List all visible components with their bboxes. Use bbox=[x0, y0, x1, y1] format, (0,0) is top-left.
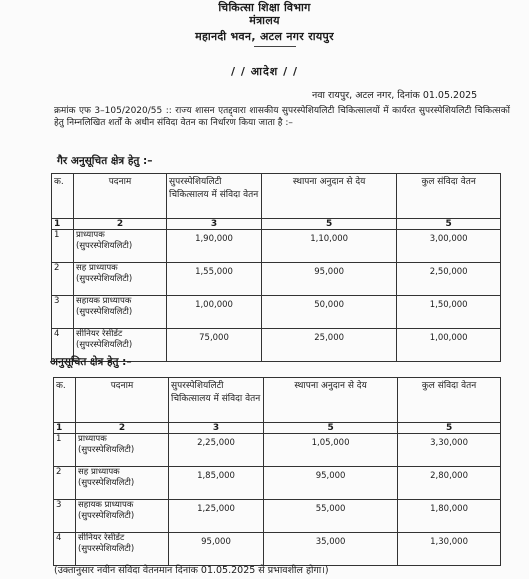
grant-value: 55,000 bbox=[264, 500, 398, 533]
col-header-salary: सुपरस्पेशियलिटी चिकित्सालय में संविदा वेतन bbox=[169, 378, 264, 423]
post-subtitle: (सुपरस्पेशियलिटी) bbox=[76, 274, 133, 284]
salary-value: 1,85,000 bbox=[169, 467, 264, 500]
index-cell: 2 bbox=[76, 423, 169, 434]
table-row bbox=[54, 533, 501, 566]
total-value: 2,50,000 bbox=[397, 263, 501, 296]
salary-table-non-scheduled bbox=[51, 173, 501, 362]
table-header-row bbox=[52, 174, 501, 219]
post-name bbox=[74, 263, 167, 296]
grant-value: 95,000 bbox=[262, 263, 397, 296]
post-name bbox=[76, 500, 169, 533]
row-number: 2 bbox=[54, 467, 76, 500]
post-title: प्राध्यापक bbox=[78, 434, 107, 444]
post-title: सीनियर रेसीडेंट bbox=[78, 533, 125, 543]
ministry-heading: मंत्रालय bbox=[249, 14, 280, 27]
post-name bbox=[76, 467, 169, 500]
post-title: सह प्राध्यापक bbox=[76, 263, 118, 273]
table-header-row bbox=[54, 378, 501, 423]
table-row bbox=[54, 500, 501, 533]
row-number: 4 bbox=[54, 533, 76, 566]
total-value: 1,30,000 bbox=[398, 533, 501, 566]
total-value: 1,00,000 bbox=[397, 329, 501, 362]
section-non-scheduled-title: गैर अनुसूचित क्षेत्र हेतु :– bbox=[57, 155, 153, 167]
salary-value: 2,25,000 bbox=[169, 434, 264, 467]
total-value: 1,50,000 bbox=[397, 296, 501, 329]
salary-value: 95,000 bbox=[169, 533, 264, 566]
order-title: / / आदेश / / bbox=[231, 65, 298, 78]
section-scheduled-title: अनुसूचित क्षेत्र हेतु :– bbox=[50, 356, 132, 368]
col-header-post: पदनाम bbox=[74, 174, 167, 219]
post-subtitle: (सुपरस्पेशियलिटी) bbox=[78, 544, 135, 554]
row-number: 3 bbox=[54, 500, 76, 533]
col-header-total: कुल संविदा वेतन bbox=[398, 378, 501, 423]
row-number: 1 bbox=[52, 230, 74, 263]
row-number: 1 bbox=[54, 434, 76, 467]
post-subtitle: (सुपरस्पेशियलिटी) bbox=[76, 340, 133, 350]
post-subtitle: (सुपरस्पेशियलिटी) bbox=[78, 478, 135, 488]
post-title: सहायक प्राध्यापक bbox=[78, 500, 134, 510]
grant-value: 1,05,000 bbox=[264, 434, 398, 467]
table-row bbox=[52, 230, 501, 263]
total-value: 3,30,000 bbox=[398, 434, 501, 467]
table-index-row bbox=[54, 423, 501, 434]
post-name bbox=[74, 230, 167, 263]
post-name bbox=[74, 296, 167, 329]
post-title: प्राध्यापक bbox=[76, 230, 105, 240]
address-heading: महानदी भवन, अटल नगर रायपुर bbox=[195, 30, 334, 43]
index-cell: 3 bbox=[167, 219, 262, 230]
post-subtitle: (सुपरस्पेशियलिटी) bbox=[78, 511, 135, 521]
table-row bbox=[52, 263, 501, 296]
col-header-grant: स्थापना अनुदान से देय bbox=[262, 174, 397, 219]
salary-value: 1,00,000 bbox=[167, 296, 262, 329]
col-header-post: पदनाम bbox=[76, 378, 169, 423]
grant-value: 25,000 bbox=[262, 329, 397, 362]
total-value: 1,80,000 bbox=[398, 500, 501, 533]
post-name bbox=[76, 533, 169, 566]
index-cell: 1 bbox=[52, 219, 74, 230]
index-cell: 5 bbox=[262, 219, 397, 230]
order-text: क्रमांक एफ 3–105/2020/55 :: राज्य शासन एतद्द्वारा शासकीय सुपरस्पेशियलिटी चिकित्सालयों में कार्यरत सुपरस्पेशियलिटी चिकित्सकों हेतु निम्नलिखित शर्तों के अधीन संविदा वेतन का निर्धारण किया जाता है :– bbox=[54, 106, 510, 128]
grant-value: 95,000 bbox=[264, 467, 398, 500]
total-value: 3,00,000 bbox=[397, 230, 501, 263]
index-cell: 1 bbox=[54, 423, 76, 434]
col-header-total: कुल संविदा वेतन bbox=[397, 174, 501, 219]
post-subtitle: (सुपरस्पेशियलिटी) bbox=[76, 241, 133, 251]
date-line: नवा रायपुर, अटल नगर, दिनांक 01.05.2025 bbox=[312, 90, 478, 101]
index-cell: 5 bbox=[398, 423, 501, 434]
col-header-no: क. bbox=[54, 378, 76, 423]
row-number: 4 bbox=[52, 329, 74, 362]
table-index-row bbox=[52, 219, 501, 230]
table-row bbox=[54, 467, 501, 500]
post-title: सीनियर रेसीडेंट bbox=[76, 329, 123, 339]
grant-value: 35,000 bbox=[264, 533, 398, 566]
index-cell: 5 bbox=[397, 219, 501, 230]
salary-value: 1,55,000 bbox=[167, 263, 262, 296]
salary-value: 1,90,000 bbox=[167, 230, 262, 263]
col-header-no: क. bbox=[52, 174, 74, 219]
row-number: 2 bbox=[52, 263, 74, 296]
index-cell: 3 bbox=[169, 423, 264, 434]
grant-value: 50,000 bbox=[262, 296, 397, 329]
index-cell: 2 bbox=[74, 219, 167, 230]
salary-value: 75,000 bbox=[167, 329, 262, 362]
post-title: सह प्राध्यापक bbox=[78, 467, 120, 477]
table-row bbox=[52, 296, 501, 329]
post-title: सहायक प्राध्यापक bbox=[76, 296, 132, 306]
department-heading: चिकित्सा शिक्षा विभाग bbox=[218, 1, 311, 14]
col-header-salary: सुपरस्पेशियलिटी चिकित्सालय में संविदा वेतन bbox=[167, 174, 262, 219]
grant-value: 1,10,000 bbox=[262, 230, 397, 263]
total-value: 2,80,000 bbox=[398, 467, 501, 500]
index-cell: 5 bbox=[264, 423, 398, 434]
post-name bbox=[76, 434, 169, 467]
table-row bbox=[54, 434, 501, 467]
post-subtitle: (सुपरस्पेशियलिटी) bbox=[78, 445, 135, 455]
salary-table-scheduled bbox=[53, 377, 501, 566]
footer-note: (उक्तानुसार नवीन संविदा वेतनमान दिनांक 01.05.2025 से प्रभावशील होगा।) bbox=[54, 565, 329, 576]
header-divider bbox=[254, 46, 296, 47]
row-number: 3 bbox=[52, 296, 74, 329]
salary-value: 1,25,000 bbox=[169, 500, 264, 533]
post-subtitle: (सुपरस्पेशियलिटी) bbox=[76, 307, 133, 317]
col-header-grant: स्थापना अनुदान से देय bbox=[264, 378, 398, 423]
